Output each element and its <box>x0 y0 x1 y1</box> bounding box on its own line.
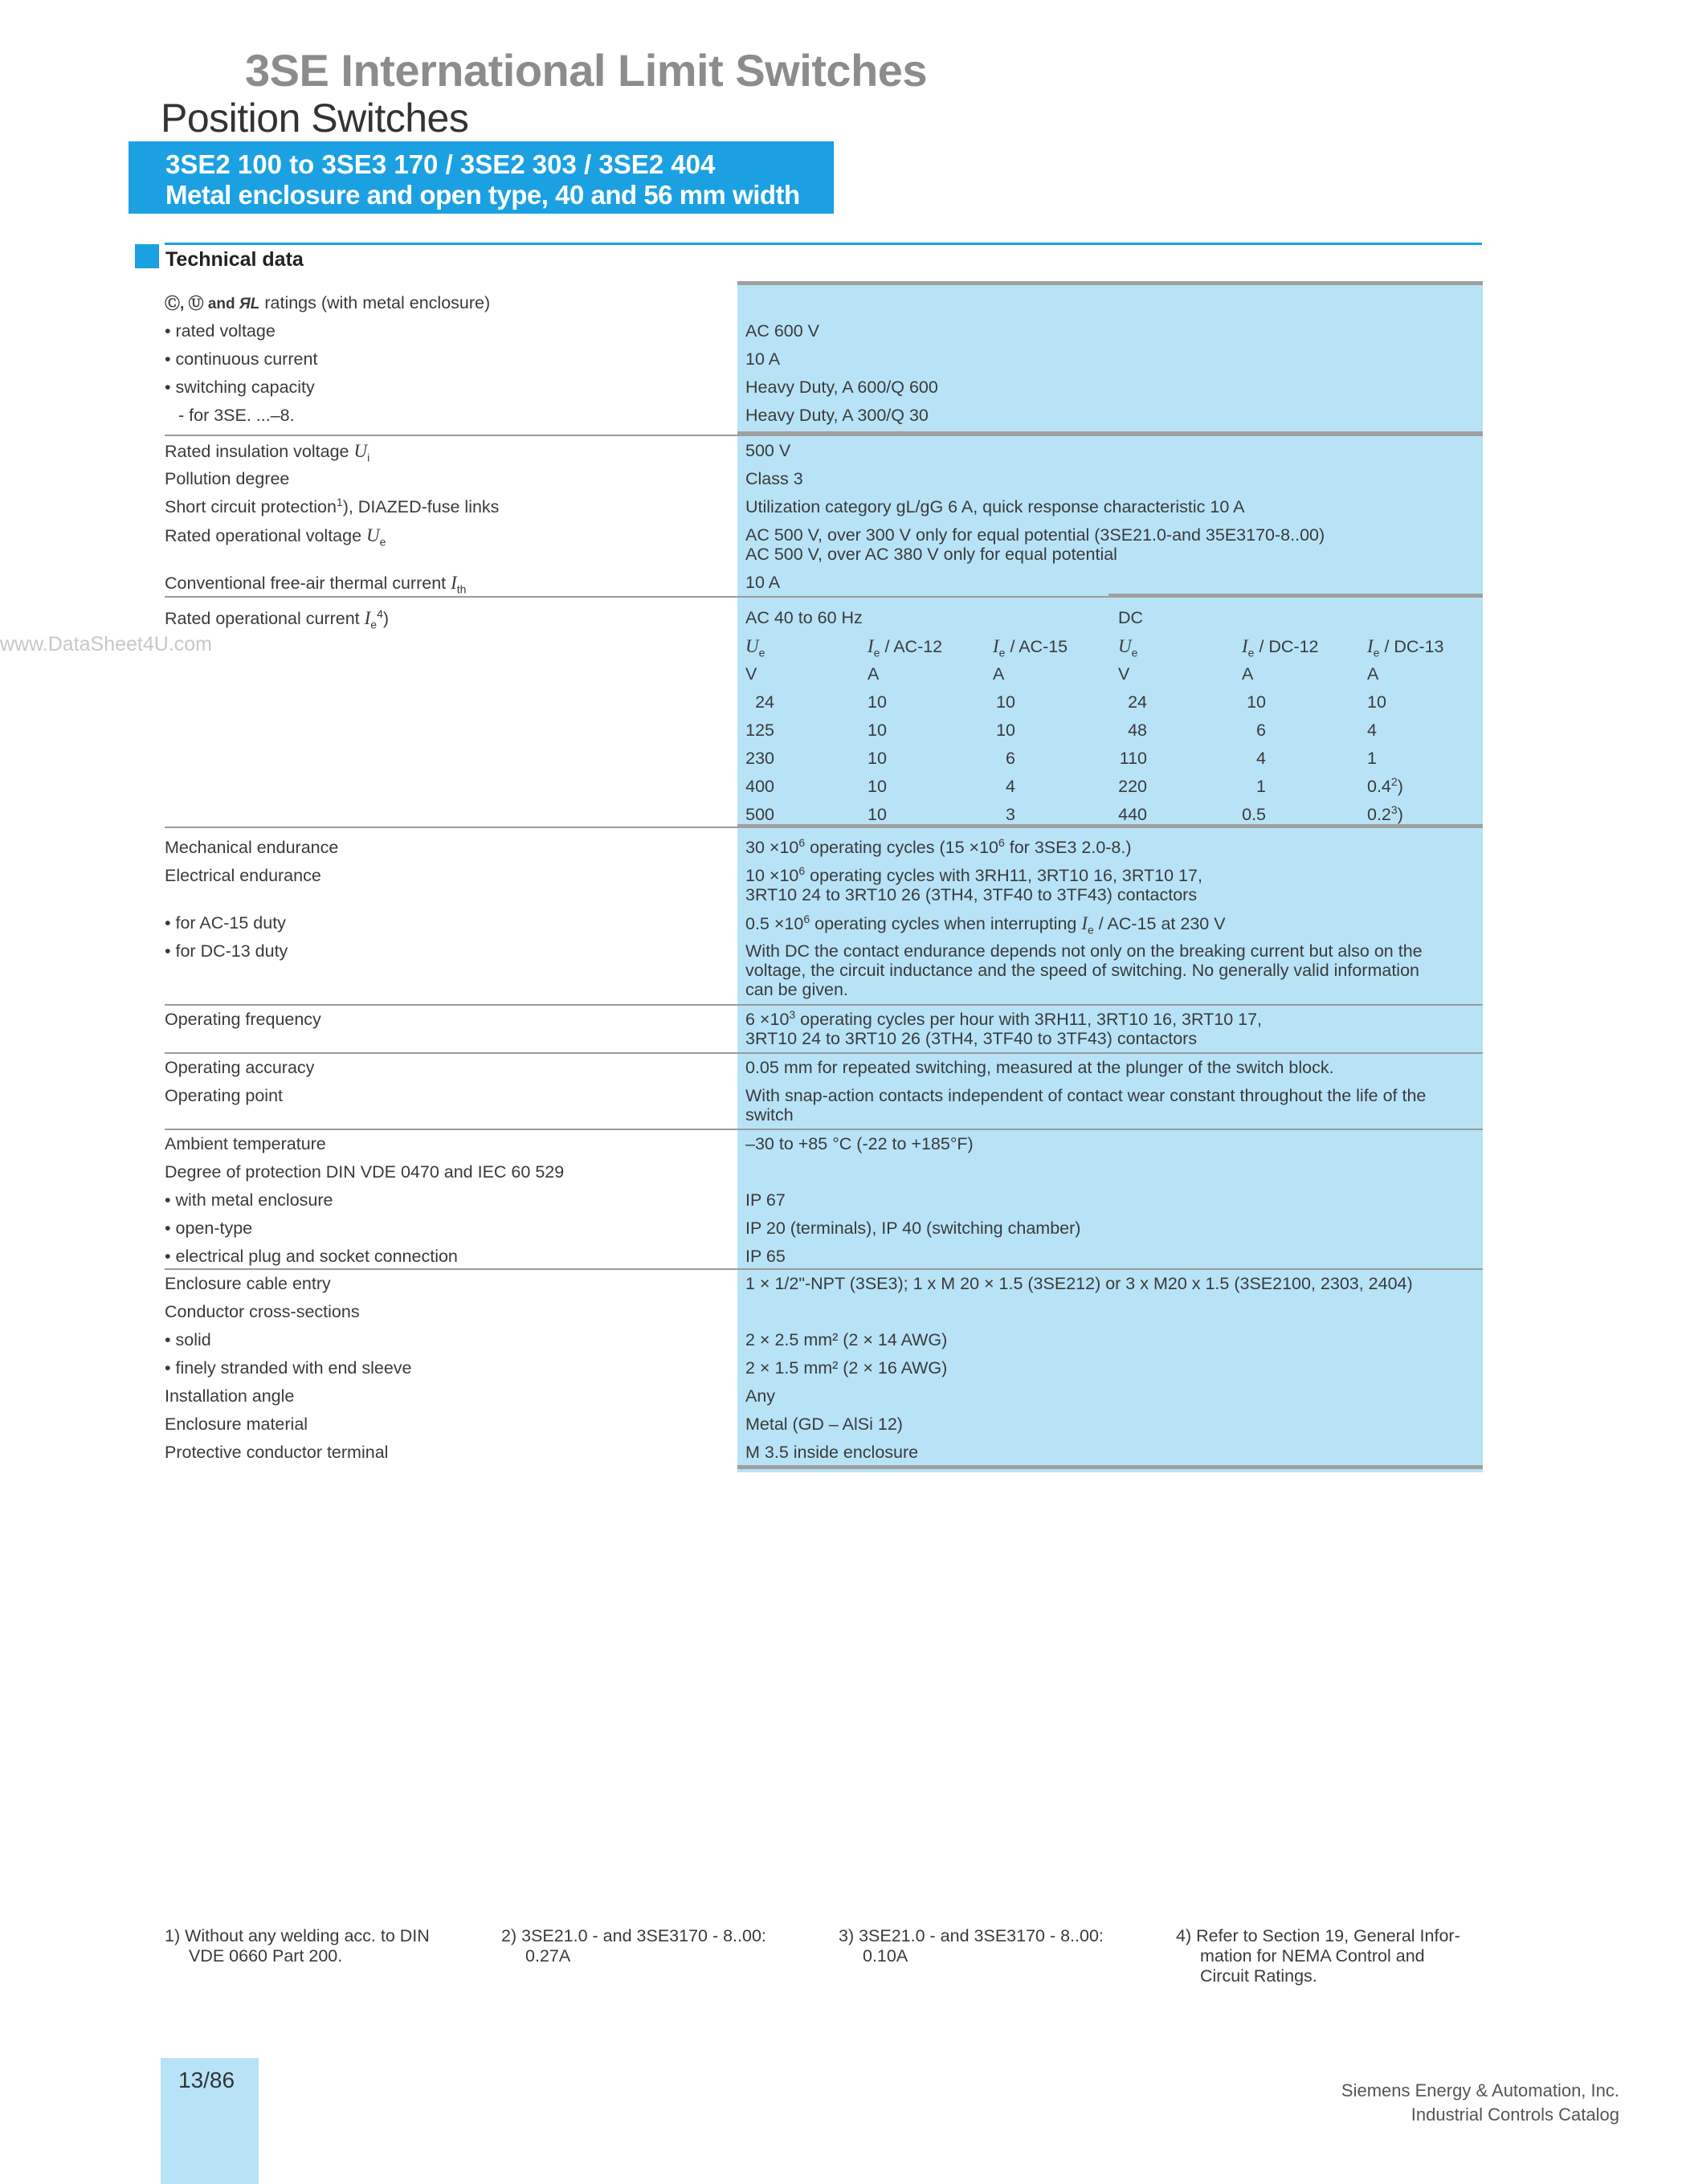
col-ue-dc: $U_e$ <box>1118 636 1138 659</box>
col-dc12-text: / DC-12 <box>1254 637 1319 656</box>
current-cell-dc-v <box>1110 721 1147 741</box>
current-value: 6 <box>1006 749 1015 768</box>
stranded-label: • finely stranded with end sleeve <box>165 1358 412 1378</box>
current-value: 400 <box>745 777 774 796</box>
table-rule <box>737 431 1483 435</box>
op-freq-value-a: 6 ×10 <box>745 1010 790 1029</box>
current-cell-ac12 <box>868 777 887 797</box>
op-point-value-2: switch <box>745 1105 794 1125</box>
footnote-2-line-2: 0.27A <box>525 1946 571 1966</box>
current-cell-dc-v <box>1110 777 1147 797</box>
footnote-2-line-1: 2) 3SE21.0 - and 3SE3170 - 8..00: <box>501 1926 766 1945</box>
current-value: 0.2 <box>1367 805 1391 824</box>
enclosure-material-label: Enclosure material <box>165 1414 308 1434</box>
current-value: 6 <box>1256 721 1266 740</box>
current-cell-dc13 <box>1367 721 1377 741</box>
thermal-current-label: Conventional free-air thermal current $I_{th}$ <box>165 573 467 596</box>
current-value: 10 <box>868 777 887 796</box>
unit-a-ac15: A <box>993 664 1005 684</box>
current-value: 10 <box>868 721 887 740</box>
op-freq-value: $6 \times 10^3$ operating cycles per hour with 3RH11, 3RT10 16, 3RT10 17, <box>745 1007 1263 1029</box>
footnote-1-line-2: VDE 0660 Part 200. <box>189 1946 343 1966</box>
footnote-1 <box>165 1926 430 1966</box>
protective-terminal-value: M 3.5 inside enclosure <box>745 1443 919 1462</box>
table-rule <box>1108 594 1483 598</box>
section-marker-icon <box>135 244 159 268</box>
mechanical-label: Mechanical endurance <box>165 838 339 857</box>
document-subtitle: Position Switches <box>161 96 469 141</box>
current-cell-ac12 <box>868 805 887 825</box>
current-cell-dc-v <box>1110 692 1147 712</box>
current-value: 24 <box>1128 692 1147 712</box>
current-value: 230 <box>745 749 774 768</box>
current-cell-dc12 <box>1226 692 1266 712</box>
section-title: Technical data <box>165 248 304 271</box>
stranded-value: 2 × 1.5 mm² (2 × 16 AWG) <box>745 1358 948 1378</box>
banner-line-2: Metal enclosure and open type, 40 and 56 mm width <box>165 180 800 210</box>
current-cell-dc13: $0.4^2$) <box>1367 774 1403 796</box>
current-value: 3 <box>1006 805 1015 824</box>
current-cell-dc13: $0.2^3$) <box>1367 802 1403 824</box>
op-freq-label: Operating frequency <box>165 1010 321 1029</box>
col-ac12: $I_e / AC-12$ <box>868 636 943 659</box>
open-type-value: IP 20 (terminals), IP 40 (switching chamber) <box>745 1219 1081 1238</box>
electrical-value-b: operating cycles with 3RH11, 3RT10 16, 3RT10 17, <box>805 866 1202 885</box>
current-value: 220 <box>1118 777 1147 796</box>
electrical-value-a: 10 ×10 <box>745 866 799 885</box>
thermal-current-value: 10 A <box>745 573 781 592</box>
col-ue-ac: $U_e$ <box>745 636 765 659</box>
document-title: 3SE International Limit Switches <box>245 45 928 96</box>
footnote-1-line-1: 1) Without any welding acc. to DIN <box>165 1926 430 1945</box>
current-cell-ac15 <box>978 721 1015 741</box>
footnote-3-line-2: 0.10A <box>863 1946 908 1966</box>
enclosure-material-value: Metal (GD – AlSi 12) <box>745 1414 903 1434</box>
ambient-value: –30 to +85 °C (-22 to +185°F) <box>745 1134 974 1153</box>
current-value: 10 <box>868 805 887 824</box>
current-cell-dc12 <box>1226 721 1266 741</box>
solid-label: • solid <box>165 1330 211 1349</box>
watermark-text: www.DataSheet4U.com <box>0 633 213 655</box>
current-value: 4 <box>1256 749 1266 768</box>
dc-header: DC <box>1118 608 1144 627</box>
insulation-label-text: Rated insulation voltage <box>165 442 354 461</box>
electrical-value: $10 \times 10^6$ operating cycles with 3RH11, 3RT10 16, 3RT10 17, <box>745 863 1202 885</box>
operational-voltage-label-text: Rated operational voltage <box>165 526 367 545</box>
ratings-heading <box>165 293 490 314</box>
operational-voltage-label: Rated operational voltage $U_e$ <box>165 525 386 549</box>
current-value: 10 <box>1247 692 1266 712</box>
dc13-duty-label: • for DC-13 duty <box>165 941 288 961</box>
op-point-value-1: With snap-action contacts independent of contact wear constant throughout the life of the <box>745 1086 1427 1105</box>
unit-v-ac: V <box>745 664 757 684</box>
current-cell-ac-v <box>737 777 774 797</box>
footnote-ref: 2 <box>1390 774 1398 788</box>
ac15-value-c: / AC-15 at 230 V <box>1093 914 1226 933</box>
footnote-3 <box>839 1926 1104 1966</box>
plug-socket-label: • electrical plug and socket connection <box>165 1247 458 1266</box>
electrical-label: Electrical endurance <box>165 866 321 885</box>
current-cell-dc12 <box>1226 805 1266 825</box>
metal-enclosure-value: IP 67 <box>745 1190 786 1210</box>
installation-angle-value: Any <box>745 1386 776 1406</box>
protective-terminal-label: Protective conductor terminal <box>165 1443 389 1462</box>
installation-angle-label: Installation angle <box>165 1386 295 1406</box>
page-number: 13/86 <box>178 2068 235 2092</box>
unit-v-dc: V <box>1118 664 1130 684</box>
operational-voltage-value-1: AC 500 V, over 300 V only for equal potential (3SE21.0-and 35E3170-8..00) <box>745 525 1325 545</box>
cable-entry-label: Enclosure cable entry <box>165 1274 331 1293</box>
insulation-value: 500 V <box>745 441 791 460</box>
current-cell-ac15 <box>978 805 1015 825</box>
operational-current-label-text: Rated operational current <box>165 609 365 628</box>
switching-capacity-label: • switching capacity <box>165 378 315 397</box>
mechanical-value-b: operating cycles (15 ×10 <box>805 838 998 857</box>
current-cell-ac15 <box>978 749 1015 769</box>
footnote-3-line-1: 3) 3SE21.0 - and 3SE3170 - 8..00: <box>839 1926 1104 1945</box>
table-rule <box>737 281 1483 285</box>
publisher: Siemens Energy & Automation, Inc. <box>1341 2080 1619 2100</box>
current-value: 0.5 <box>1242 805 1266 824</box>
catalog-name: Industrial Controls Catalog <box>1411 2104 1619 2125</box>
cable-entry-value: 1 × 1/2"-NPT (3SE3); 1 x M 20 × 1.5 (3SE212) or 3 x M20 x 1.5 (3SE2100, 2303, 2404) <box>745 1274 1413 1293</box>
col-ac12-text: / AC-12 <box>880 637 943 656</box>
col-ac15: $I_e / AC-15$ <box>993 636 1068 659</box>
short-circuit-label-text: Short circuit protection <box>165 497 337 516</box>
open-type-label: • open-type <box>165 1219 253 1238</box>
current-value: 10 <box>996 721 1015 740</box>
current-cell-dc-v <box>1110 805 1147 825</box>
current-value: 48 <box>1128 721 1147 740</box>
continuous-current-value: 10 A <box>745 349 781 369</box>
short-circuit-label: Short circuit protection$^1$), DIAZED-fuse links <box>165 495 500 516</box>
op-freq-value-2: 3RT10 24 to 3RT10 26 (3TH4, 3TF40 to 3TF43) contactors <box>745 1029 1198 1048</box>
table-rule <box>165 1004 1483 1006</box>
product-banner <box>129 141 834 214</box>
for-3se-label: - for 3SE. ...–8. <box>178 406 295 425</box>
current-value: 10 <box>868 749 887 768</box>
current-value: 24 <box>755 692 774 712</box>
footnote-4 <box>1176 1926 1460 1986</box>
ac15-duty-label: • for AC-15 duty <box>165 913 286 933</box>
op-accuracy-value: 0.05 mm for repeated switching, measured at the plunger of the switch block. <box>745 1058 1334 1077</box>
pollution-value: Class 3 <box>745 469 803 488</box>
ambient-label: Ambient temperature <box>165 1134 326 1153</box>
op-accuracy-label: Operating accuracy <box>165 1058 315 1077</box>
current-cell-ac12 <box>868 749 887 769</box>
operational-current-label: Rated operational current $I_e^4$) <box>165 606 390 631</box>
dc13-duty-value-2: voltage, the circuit inductance and the speed of switching. No generally valid information <box>745 961 1419 980</box>
unit-a-dc12: A <box>1242 664 1254 684</box>
current-value: 10 <box>1367 692 1386 712</box>
footnote-2 <box>501 1926 766 1966</box>
unit-a-dc13: A <box>1367 664 1379 684</box>
current-value: 440 <box>1118 805 1147 824</box>
dc13-duty-value-1: With DC the contact endurance depends not only on the breaking current but also on the <box>745 941 1423 961</box>
current-cell-dc13 <box>1367 692 1386 712</box>
electrical-value-2: 3RT10 24 to 3RT10 26 (3TH4, 3TF40 to 3TF43) contactors <box>745 885 1198 904</box>
insulation-label: Rated insulation voltage $U_i$ <box>165 441 370 464</box>
col-dc12: $I_e / DC-12$ <box>1242 636 1319 659</box>
rated-voltage-value: AC 600 V <box>745 321 820 341</box>
op-freq-value-b: operating cycles per hour with 3RH11, 3RT10 16, 3RT10 17, <box>795 1010 1263 1029</box>
col-dc13-text: / DC-13 <box>1379 637 1444 656</box>
current-cell-ac15 <box>978 692 1015 712</box>
current-value: 4 <box>1367 721 1377 740</box>
ac15-value-b: operating cycles when interrupting <box>810 914 1082 933</box>
current-value: 10 <box>868 692 887 712</box>
banner-line-1: 3SE2 100 to 3SE3 170 / 3SE2 303 / 3SE2 404 <box>165 149 716 179</box>
footnote-4-line-3: Circuit Ratings. <box>1200 1966 1317 1986</box>
ratings-certification-icons: Ⓒ, Ⓤ and ЯL <box>165 296 260 312</box>
continuous-current-label: • continuous current <box>165 349 318 369</box>
current-cell-ac-v <box>737 805 774 825</box>
unit-a-ac12: A <box>868 664 880 684</box>
plug-socket-value: IP 65 <box>745 1247 786 1266</box>
col-ac15-text: / AC-15 <box>1005 637 1068 656</box>
op-point-label: Operating point <box>165 1086 284 1105</box>
section-rule <box>165 243 1482 245</box>
footnote-4-line-2: mation for NEMA Control and <box>1200 1946 1425 1966</box>
current-value: 110 <box>1119 749 1147 768</box>
mechanical-value: $30 \times 10^6$ operating cycles ($15 \times 10^6$ for 3SE3 2.0-8.) <box>745 835 1132 857</box>
current-value: 0.4 <box>1367 777 1391 796</box>
mechanical-value-c: for 3SE3 2.0-8.) <box>1004 838 1132 857</box>
table-rule <box>165 1052 1483 1054</box>
current-value: 1 <box>1256 777 1266 796</box>
dc13-duty-value-3: can be given. <box>745 980 848 999</box>
current-cell-dc13 <box>1367 749 1377 769</box>
operational-voltage-value-2: AC 500 V, over AC 380 V only for equal potential <box>745 545 1117 564</box>
current-value: 1 <box>1367 749 1377 768</box>
current-cell-ac12 <box>868 692 887 712</box>
current-cell-ac-v <box>737 692 774 712</box>
col-dc13: $I_e / DC-13$ <box>1367 636 1444 659</box>
thermal-current-label-text: Conventional free-air thermal current <box>165 574 451 593</box>
footnote-4-line-1: 4) Refer to Section 19, General Infor- <box>1176 1926 1460 1945</box>
current-cell-ac-v <box>737 749 774 769</box>
ac15-duty-value: $0.5 \times 10^6$ operating cycles when interrupting $I_e / AC-15$ at 230 V <box>745 912 1226 937</box>
for-3se-value: Heavy Duty, A 300/Q 30 <box>745 406 929 425</box>
ratings-heading-label: ratings (with metal enclosure) <box>259 293 491 312</box>
short-circuit-value: Utilization category gL/gG 6 A, quick response characteristic 10 A <box>745 497 1245 516</box>
mechanical-value-a: 30 ×10 <box>745 838 799 857</box>
ac15-value-a: 0.5 ×10 <box>745 914 804 933</box>
current-cell-dc-v <box>1110 749 1147 769</box>
rated-voltage-label: • rated voltage <box>165 321 276 341</box>
pollution-label: Pollution degree <box>165 469 290 488</box>
switching-capacity-value: Heavy Duty, A 600/Q 600 <box>745 378 938 397</box>
current-cell-ac12 <box>868 721 887 741</box>
current-value: 500 <box>745 805 774 824</box>
metal-enclosure-label: • with metal enclosure <box>165 1190 333 1210</box>
table-rule <box>737 1465 1483 1469</box>
short-circuit-label-suffix: ), DIAZED-fuse links <box>342 497 500 516</box>
footnote-ref: 3 <box>1390 802 1398 816</box>
current-cell-dc12 <box>1226 777 1266 797</box>
conductor-label: Conductor cross-sections <box>165 1302 360 1321</box>
current-value: 10 <box>996 692 1015 712</box>
solid-value: 2 × 2.5 mm² (2 × 14 AWG) <box>745 1330 948 1349</box>
current-cell-ac-v <box>737 721 774 741</box>
ac-header: AC 40 to 60 Hz <box>745 608 863 627</box>
current-value: 4 <box>1006 777 1015 796</box>
protection-label: Degree of protection DIN VDE 0470 and IEC 60 529 <box>165 1162 565 1182</box>
table-rule <box>165 1268 1483 1270</box>
current-value: 125 <box>745 721 774 740</box>
current-cell-ac15 <box>978 777 1015 797</box>
current-cell-dc12 <box>1226 749 1266 769</box>
table-rule <box>165 1129 1483 1130</box>
